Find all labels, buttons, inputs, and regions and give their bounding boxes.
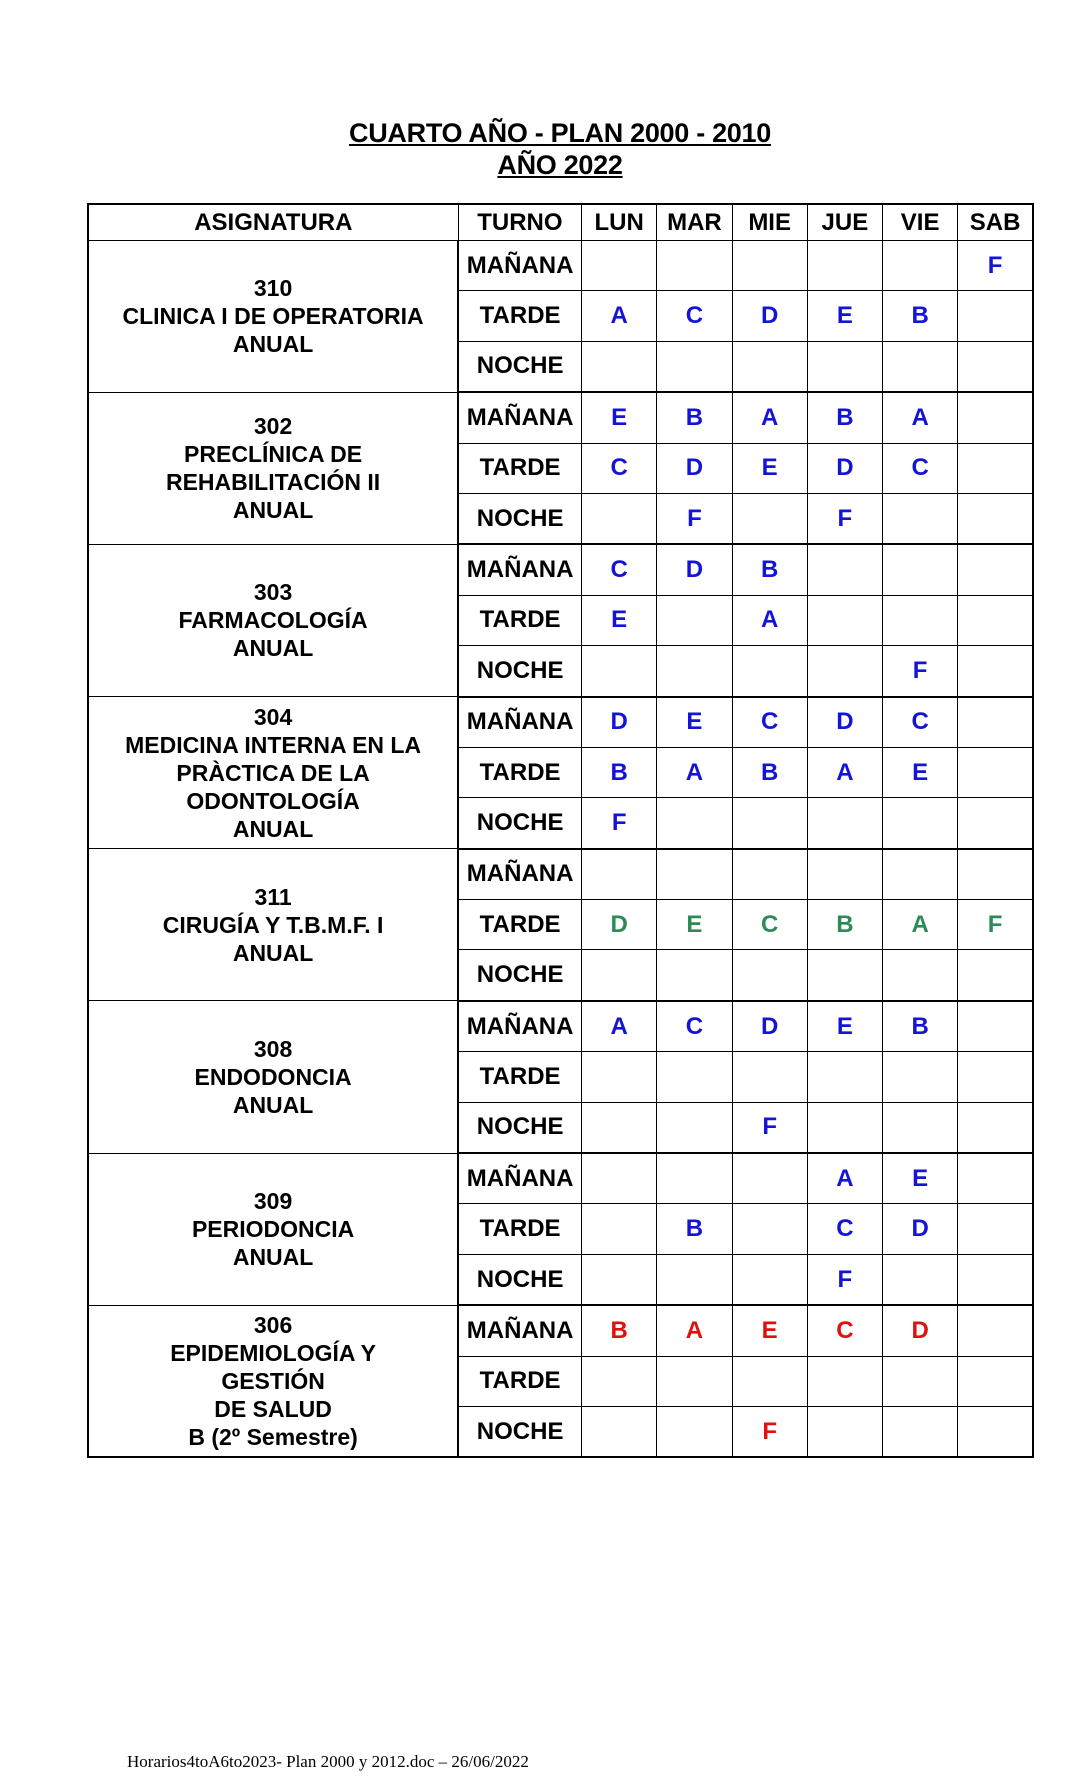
group-letter: D xyxy=(836,708,854,736)
schedule-cell xyxy=(582,544,657,595)
subject-code: 303 xyxy=(253,579,293,606)
schedule-cell xyxy=(958,595,1033,645)
subject-code: 309 xyxy=(253,1188,293,1215)
schedule-table xyxy=(87,203,1034,1458)
subject-text: CLINICA I DE OPERATORIA xyxy=(122,303,424,330)
schedule-cell xyxy=(582,1153,657,1204)
schedule-cell xyxy=(732,1204,807,1254)
turno-label: NOCHE xyxy=(458,493,581,544)
schedule-cell xyxy=(582,646,657,697)
group-letter: A xyxy=(836,758,854,786)
subject-text: ANUAL xyxy=(232,815,314,842)
schedule-cell xyxy=(657,849,732,900)
subject-cell xyxy=(88,392,458,544)
turno-label: NOCHE xyxy=(458,341,581,392)
schedule-cell xyxy=(958,900,1033,950)
schedule-cell xyxy=(958,950,1033,1001)
schedule-cell xyxy=(807,697,882,748)
schedule-cell xyxy=(883,950,958,1001)
schedule-cell xyxy=(732,595,807,645)
subject-cell xyxy=(88,1001,458,1153)
schedule-cell xyxy=(807,1406,882,1457)
schedule-cell xyxy=(883,1052,958,1102)
schedule-cell xyxy=(883,493,958,544)
subject-text: ANUAL xyxy=(232,1244,314,1271)
subject-text: DE SALUD xyxy=(214,1396,332,1423)
subject-text: PERIODONCIA xyxy=(191,1216,355,1243)
schedule-cell xyxy=(657,341,732,392)
schedule-cell xyxy=(657,646,732,697)
schedule-cell xyxy=(958,697,1033,748)
subject-cell xyxy=(88,849,458,1001)
schedule-cell xyxy=(807,595,882,645)
schedule-cell xyxy=(807,392,882,443)
schedule-cell xyxy=(582,392,657,443)
header-day: VIE xyxy=(883,204,958,241)
group-letter: B xyxy=(685,1215,704,1243)
schedule-cell xyxy=(883,798,958,849)
subject-text: PRÀCTICA DE LA xyxy=(176,759,370,786)
turno-label: NOCHE xyxy=(458,798,581,849)
schedule-cell xyxy=(732,291,807,341)
subject-text: ANUAL xyxy=(232,1091,314,1118)
group-letter: C xyxy=(911,708,929,736)
table-row xyxy=(88,1001,1033,1052)
schedule-cell xyxy=(657,1305,732,1356)
group-letter: E xyxy=(836,302,853,330)
schedule-cell xyxy=(657,493,732,544)
turno-label: NOCHE xyxy=(458,950,581,1001)
group-letter: C xyxy=(836,1215,854,1243)
schedule-cell xyxy=(958,443,1033,493)
schedule-cell xyxy=(883,1102,958,1153)
schedule-cell xyxy=(958,1001,1033,1052)
group-letter: E xyxy=(761,1316,778,1344)
group-letter: E xyxy=(761,454,778,482)
schedule-cell xyxy=(958,544,1033,595)
schedule-cell xyxy=(883,1001,958,1052)
subject-code: 308 xyxy=(253,1035,293,1062)
schedule-cell xyxy=(807,1305,882,1356)
schedule-cell xyxy=(582,747,657,797)
group-letter: F xyxy=(987,910,1003,938)
schedule-cell xyxy=(958,1356,1033,1406)
schedule-cell xyxy=(657,1102,732,1153)
subject-code: 311 xyxy=(254,883,292,910)
turno-label: MAÑANA xyxy=(458,1305,581,1356)
turno-label: NOCHE xyxy=(458,646,581,697)
turno-label: TARDE xyxy=(458,900,581,950)
schedule-cell xyxy=(807,544,882,595)
schedule-cell xyxy=(883,1406,958,1457)
schedule-cell xyxy=(732,1356,807,1406)
table-row xyxy=(88,1305,1033,1356)
turno-label: TARDE xyxy=(458,291,581,341)
group-letter: E xyxy=(912,758,929,786)
subject-cell xyxy=(88,1305,458,1457)
schedule-cell xyxy=(732,1052,807,1102)
schedule-cell xyxy=(657,1001,732,1052)
schedule-cell xyxy=(807,950,882,1001)
turno-label: TARDE xyxy=(458,747,581,797)
turno-label: MAÑANA xyxy=(458,1153,581,1204)
subject-code: 310 xyxy=(253,275,293,302)
subject-cell xyxy=(88,697,458,849)
group-letter: F xyxy=(762,1113,777,1141)
schedule-cell xyxy=(807,849,882,900)
header-day: JUE xyxy=(807,204,882,241)
schedule-cell xyxy=(807,1052,882,1102)
table-row xyxy=(88,1153,1033,1204)
page-title: CUARTO AÑO - PLAN 2000 - 2010 xyxy=(349,118,771,148)
schedule-cell xyxy=(807,291,882,341)
schedule-cell xyxy=(958,1204,1033,1254)
schedule-cell xyxy=(958,392,1033,443)
schedule-cell xyxy=(582,1204,657,1254)
schedule-cell xyxy=(732,1305,807,1356)
table-row xyxy=(88,241,1033,291)
turno-label: TARDE xyxy=(458,1052,581,1102)
schedule-cell xyxy=(732,392,807,443)
schedule-cell xyxy=(958,291,1033,341)
turno-label: NOCHE xyxy=(458,1254,581,1305)
schedule-cell xyxy=(958,1153,1033,1204)
schedule-cell xyxy=(582,1001,657,1052)
group-letter: A xyxy=(685,758,704,786)
schedule-cell xyxy=(958,1305,1033,1356)
schedule-cell xyxy=(807,1001,882,1052)
schedule-cell xyxy=(807,493,882,544)
schedule-cell xyxy=(582,697,657,748)
schedule-cell xyxy=(657,443,732,493)
schedule-cell xyxy=(582,595,657,645)
turno-label: NOCHE xyxy=(458,1406,581,1457)
header-turno: TURNO xyxy=(458,204,581,241)
schedule-cell xyxy=(883,392,958,443)
schedule-cell xyxy=(657,1153,732,1204)
group-letter: F xyxy=(611,808,627,836)
schedule-cell xyxy=(732,493,807,544)
subject-text: MEDICINA INTERNA EN LA xyxy=(125,731,422,758)
group-letter: A xyxy=(685,1316,704,1344)
schedule-cell xyxy=(657,1356,732,1406)
schedule-cell xyxy=(807,1102,882,1153)
schedule-cell xyxy=(807,341,882,392)
subject-text: ANUAL xyxy=(232,939,314,966)
schedule-body xyxy=(88,241,1033,1458)
schedule-cell xyxy=(958,1254,1033,1305)
group-letter: C xyxy=(685,302,704,330)
group-letter: E xyxy=(686,708,703,736)
schedule-cell xyxy=(732,950,807,1001)
group-letter: E xyxy=(912,1164,929,1192)
schedule-cell xyxy=(732,1102,807,1153)
group-letter: C xyxy=(836,1316,854,1344)
schedule-cell xyxy=(657,950,732,1001)
schedule-cell xyxy=(657,544,732,595)
schedule-cell xyxy=(732,544,807,595)
subject-text: PRECLÍNICA DE xyxy=(184,441,363,468)
schedule-cell xyxy=(657,1204,732,1254)
table-row xyxy=(88,392,1033,443)
group-letter: C xyxy=(911,454,929,482)
schedule-cell xyxy=(657,798,732,849)
header-day: SAB xyxy=(958,204,1033,241)
schedule-cell xyxy=(732,798,807,849)
group-letter: B xyxy=(610,758,628,786)
subject-text: CIRUGÍA Y T.B.M.F. I xyxy=(162,911,384,938)
schedule-cell xyxy=(732,241,807,291)
table-row xyxy=(88,697,1033,748)
group-letter: C xyxy=(610,454,628,482)
schedule-cell xyxy=(958,849,1033,900)
schedule-cell xyxy=(958,1052,1033,1102)
schedule-cell xyxy=(883,544,958,595)
schedule-cell xyxy=(657,900,732,950)
table-row xyxy=(88,544,1033,595)
schedule-cell xyxy=(807,1153,882,1204)
schedule-cell xyxy=(732,900,807,950)
schedule-cell xyxy=(582,443,657,493)
schedule-cell xyxy=(807,900,882,950)
subject-code: 306 xyxy=(253,1312,293,1339)
schedule-cell xyxy=(582,849,657,900)
group-letter: E xyxy=(836,1012,853,1040)
schedule-cell xyxy=(958,1406,1033,1457)
schedule-cell xyxy=(883,291,958,341)
schedule-cell xyxy=(657,747,732,797)
turno-label: TARDE xyxy=(458,1356,581,1406)
subject-cell xyxy=(88,544,458,696)
schedule-cell xyxy=(883,1153,958,1204)
subject-text: GESTIÓN xyxy=(221,1368,325,1395)
schedule-cell xyxy=(582,900,657,950)
group-letter: A xyxy=(760,606,779,634)
turno-label: TARDE xyxy=(458,595,581,645)
schedule-cell xyxy=(732,1406,807,1457)
schedule-cell xyxy=(657,595,732,645)
group-letter: D xyxy=(911,1215,929,1243)
schedule-cell xyxy=(958,646,1033,697)
group-letter: F xyxy=(687,504,702,532)
schedule-cell xyxy=(807,241,882,291)
schedule-cell xyxy=(582,241,657,291)
group-letter: C xyxy=(760,708,779,736)
schedule-cell xyxy=(958,1102,1033,1153)
subject-text: FARMACOLOGÍA xyxy=(178,607,368,634)
subject-text: ODONTOLOGÍA xyxy=(186,787,360,814)
table-row xyxy=(88,849,1033,900)
schedule-cell xyxy=(582,1254,657,1305)
footer-filename: Horarios4toA6to2023- Plan 2000 y 2012.doc – 26/06/2022 xyxy=(127,1752,529,1771)
schedule-cell xyxy=(657,291,732,341)
header-day: MIE xyxy=(732,204,807,241)
group-letter: D xyxy=(760,1012,779,1040)
schedule-cell xyxy=(883,900,958,950)
schedule-cell xyxy=(807,646,882,697)
subject-text: ANUAL xyxy=(232,635,314,662)
schedule-cell xyxy=(958,747,1033,797)
turno-label: MAÑANA xyxy=(458,241,581,291)
group-letter: A xyxy=(610,1012,628,1040)
header-row xyxy=(88,204,1033,241)
turno-label: MAÑANA xyxy=(458,1001,581,1052)
schedule-cell xyxy=(883,1204,958,1254)
header-day: LUN xyxy=(582,204,657,241)
schedule-cell xyxy=(582,1356,657,1406)
schedule-cell xyxy=(732,849,807,900)
group-letter: D xyxy=(685,454,704,482)
schedule-cell xyxy=(807,747,882,797)
schedule-cell xyxy=(657,1052,732,1102)
group-letter: B xyxy=(836,403,854,431)
group-letter: F xyxy=(987,251,1003,279)
subject-text: B (2º Semestre) xyxy=(188,1424,358,1451)
subject-code: 302 xyxy=(253,413,293,440)
schedule-cell xyxy=(883,341,958,392)
group-letter: D xyxy=(685,556,704,584)
schedule-cell xyxy=(807,1204,882,1254)
schedule-cell xyxy=(582,1305,657,1356)
schedule-cell xyxy=(732,697,807,748)
schedule-cell xyxy=(807,798,882,849)
group-letter: A xyxy=(911,910,929,938)
group-letter: F xyxy=(912,656,928,684)
schedule-cell xyxy=(582,291,657,341)
schedule-cell xyxy=(582,341,657,392)
group-letter: C xyxy=(760,910,779,938)
schedule-cell xyxy=(657,697,732,748)
turno-label: TARDE xyxy=(458,443,581,493)
subject-code: 304 xyxy=(253,703,293,730)
group-letter: F xyxy=(762,1417,777,1445)
group-letter: B xyxy=(760,556,779,584)
schedule-cell xyxy=(807,1254,882,1305)
group-letter: D xyxy=(836,454,854,482)
turno-label: MAÑANA xyxy=(458,849,581,900)
subject-text: ANUAL xyxy=(232,331,314,358)
schedule-cell xyxy=(657,1254,732,1305)
subject-text: REHABILITACIÓN II xyxy=(165,469,381,496)
schedule-cell xyxy=(657,392,732,443)
schedule-cell xyxy=(958,798,1033,849)
group-letter: A xyxy=(610,302,628,330)
schedule-cell xyxy=(732,443,807,493)
page-subtitle: AÑO 2022 xyxy=(497,150,623,180)
schedule-cell xyxy=(732,341,807,392)
group-letter: C xyxy=(685,1012,704,1040)
schedule-cell xyxy=(657,1406,732,1457)
group-letter: C xyxy=(610,556,628,584)
schedule-cell xyxy=(582,950,657,1001)
schedule-cell xyxy=(732,646,807,697)
schedule-cell xyxy=(883,1254,958,1305)
group-letter: B xyxy=(685,403,704,431)
group-letter: A xyxy=(911,403,929,431)
header-asignatura: ASIGNATURA xyxy=(88,204,458,241)
group-letter: F xyxy=(837,504,853,532)
schedule-cell xyxy=(883,1356,958,1406)
header-day: MAR xyxy=(657,204,732,241)
group-letter: D xyxy=(610,708,628,736)
group-letter: D xyxy=(610,910,628,938)
turno-label: MAÑANA xyxy=(458,544,581,595)
schedule-cell xyxy=(807,443,882,493)
schedule-cell xyxy=(732,1001,807,1052)
schedule-cell xyxy=(883,241,958,291)
group-letter: A xyxy=(836,1164,854,1192)
schedule-cell xyxy=(883,443,958,493)
schedule-cell xyxy=(883,1305,958,1356)
group-letter: A xyxy=(760,403,779,431)
schedule-cell xyxy=(582,493,657,544)
turno-label: MAÑANA xyxy=(458,697,581,748)
schedule-cell xyxy=(582,1406,657,1457)
turno-label: MAÑANA xyxy=(458,392,581,443)
subject-text: ENDODONCIA xyxy=(194,1063,352,1090)
group-letter: B xyxy=(836,910,854,938)
group-letter: E xyxy=(611,606,628,634)
turno-label: NOCHE xyxy=(458,1102,581,1153)
schedule-cell xyxy=(883,747,958,797)
schedule-cell xyxy=(958,341,1033,392)
schedule-cell xyxy=(958,241,1033,291)
turno-label: TARDE xyxy=(458,1204,581,1254)
subject-text: ANUAL xyxy=(232,497,314,524)
subject-text: EPIDEMIOLOGÍA Y xyxy=(170,1340,376,1367)
schedule-cell xyxy=(958,493,1033,544)
group-letter: E xyxy=(611,403,628,431)
group-letter: F xyxy=(837,1265,853,1293)
schedule-cell xyxy=(807,1356,882,1406)
schedule-cell xyxy=(732,1254,807,1305)
group-letter: B xyxy=(760,758,779,786)
group-letter: E xyxy=(686,910,703,938)
schedule-cell xyxy=(732,1153,807,1204)
subject-cell xyxy=(88,241,458,393)
schedule-cell xyxy=(732,747,807,797)
schedule-cell xyxy=(883,697,958,748)
group-letter: D xyxy=(911,1316,929,1344)
schedule-cell xyxy=(883,595,958,645)
group-letter: B xyxy=(911,1012,929,1040)
schedule-cell xyxy=(582,1052,657,1102)
group-letter: B xyxy=(610,1316,628,1344)
schedule-cell xyxy=(883,849,958,900)
schedule-cell xyxy=(582,798,657,849)
schedule-cell xyxy=(883,646,958,697)
schedule-cell xyxy=(657,241,732,291)
schedule-cell xyxy=(582,1102,657,1153)
subject-cell xyxy=(88,1153,458,1305)
group-letter: D xyxy=(760,302,779,330)
group-letter: B xyxy=(911,302,929,330)
